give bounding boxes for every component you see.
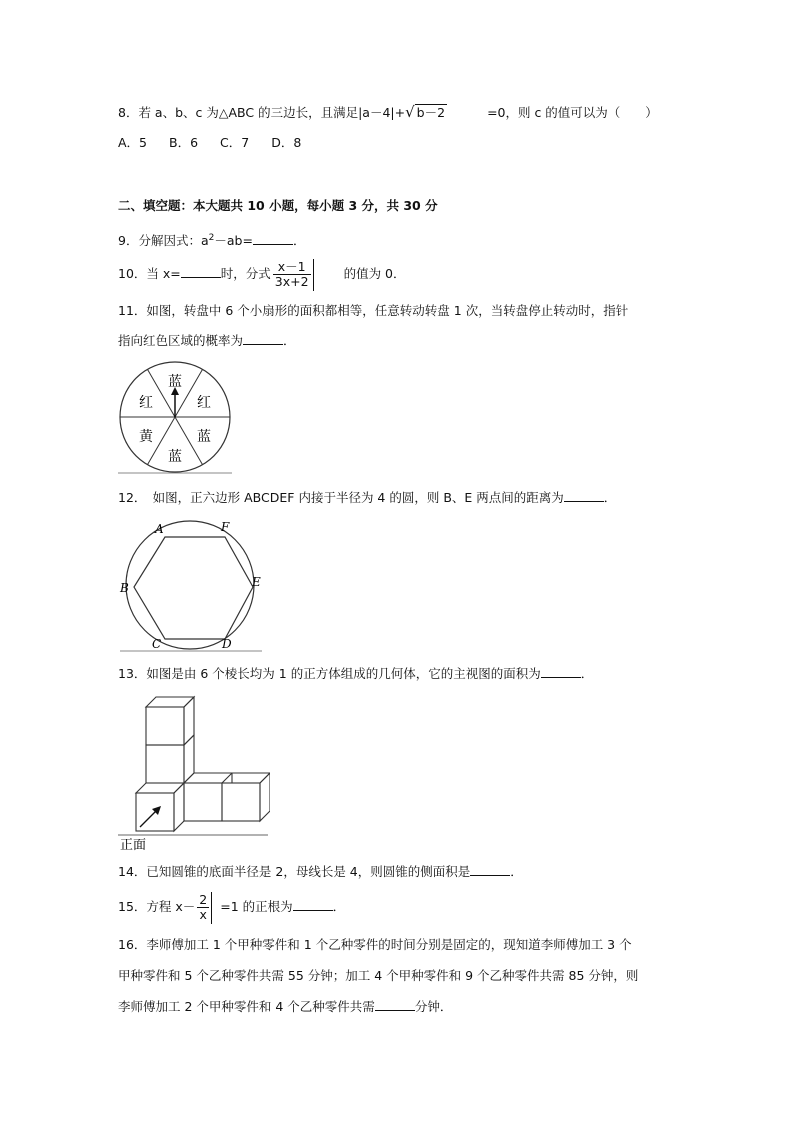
fraction-bar <box>313 259 314 291</box>
option-b: B．6 <box>169 135 199 150</box>
answer-blank <box>253 244 293 245</box>
cube-figure <box>118 692 270 852</box>
q13-text: 13．如图是由 6 个棱长均为 1 的正方体组成的几何体，它的主视图的面积为 <box>118 666 541 681</box>
spinner-figure <box>110 360 238 478</box>
q15-text-b: =1 的正根为 <box>220 899 293 914</box>
q9-exponent: 2 <box>208 233 215 243</box>
q9-text-b: －ab= <box>214 233 253 249</box>
fraction-numerator: x－1 <box>273 260 311 275</box>
question-8 <box>118 102 658 123</box>
sector-label: 蓝 <box>197 429 211 445</box>
sector-label: 蓝 <box>168 449 182 465</box>
sqrt-content: b－2 <box>416 105 446 120</box>
answer-blank <box>564 501 604 502</box>
q14-text: 14．已知圆锥的底面半径是 2，母线长是 4，则圆锥的侧面积是 <box>118 864 471 879</box>
sector-label: 红 <box>139 395 153 411</box>
vertex-label-a: A <box>155 522 164 536</box>
fraction-bar <box>211 892 212 924</box>
q11-end: ． <box>283 333 296 348</box>
q8-text-a: 8．若 a、b、c 为△ABC 的三边长，且满足|a－4|+ <box>118 105 406 120</box>
question-12 <box>118 488 616 508</box>
option-d: D．8 <box>271 135 302 150</box>
question-11-line1: 11．如图，转盘中 6 个小扇形的面积都相等，任意转动转盘 1 次，当转盘停止转动时，指针 <box>118 303 629 318</box>
option-a: A．5 <box>118 135 148 150</box>
q15-text-a: 15．方程 x－ <box>118 899 196 914</box>
answer-blank <box>181 277 221 278</box>
question-14 <box>118 862 523 882</box>
q16-text: 李师傅加工 2 个甲种零件和 4 个乙种零件共需 <box>118 999 375 1014</box>
answer-blank <box>243 344 283 345</box>
q9-text-a: 9．分解因式：a <box>118 233 209 249</box>
fraction <box>197 893 209 922</box>
q8-options <box>118 133 301 153</box>
fraction <box>273 260 311 289</box>
q8-text-b: =0，则 c 的值可以为（ ） <box>487 105 658 120</box>
q16-end: 分钟． <box>414 999 453 1014</box>
question-16-line2: 甲种零件和 5 个乙种零件共需 55 分钟；加工 4 个甲种零件和 9 个乙种零件共需 85 分钟，则 <box>118 968 639 983</box>
section-title: 二、填空题：本大题共 10 小题，每小题 3 分，共 30 分 <box>118 198 438 213</box>
answer-blank <box>375 1010 415 1011</box>
sqrt-symbol: √ <box>405 103 415 121</box>
q12-text: 12． 如图，正六边形 ABCDEF 内接于半径为 4 的圆，则 B、E 两点间的距离为 <box>118 490 564 505</box>
question-15 <box>118 889 345 925</box>
vertex-label-d: D <box>222 637 232 651</box>
question-16-line3 <box>118 997 452 1017</box>
front-label: 正面 <box>120 838 147 852</box>
question-9 <box>118 228 305 251</box>
q15-end: ． <box>332 899 346 914</box>
question-16-line1: 16．李师傅加工 1 个甲种零件和 1 个乙种零件的时间分别是固定的，现知道李师傅加工 3 个 <box>118 937 632 952</box>
vertex-label-e: E <box>252 575 261 589</box>
fraction-denominator: x <box>199 907 207 922</box>
vertex-label-b: B <box>120 581 129 595</box>
sector-label: 红 <box>197 395 211 411</box>
q10-text-b: 时，分式 <box>220 266 271 281</box>
answer-blank <box>541 677 581 678</box>
fraction-numerator: 2 <box>199 892 208 907</box>
q9-text-c: ． <box>292 233 306 249</box>
q11-text: 指向红色区域的概率为 <box>118 333 244 348</box>
vertex-label-c: C <box>152 637 162 651</box>
hexagon-figure <box>112 515 270 655</box>
vertex-label-f: F <box>221 520 230 534</box>
answer-blank <box>470 875 510 876</box>
option-c: C．7 <box>220 135 250 150</box>
q10-text-a: 10．当 x= <box>118 266 181 281</box>
sector-label: 黄 <box>139 429 153 445</box>
question-10 <box>118 256 406 292</box>
q13-end: ． <box>580 666 594 681</box>
sector-label: 蓝 <box>168 374 182 390</box>
answer-blank <box>293 910 333 911</box>
q12-end: ． <box>603 490 617 505</box>
fraction-denominator: 3x+2 <box>274 274 309 289</box>
question-11-line2 <box>118 331 296 351</box>
question-13 <box>118 664 593 684</box>
q14-end: ． <box>510 864 523 879</box>
q10-text-c: 的值为 0． <box>343 266 406 281</box>
